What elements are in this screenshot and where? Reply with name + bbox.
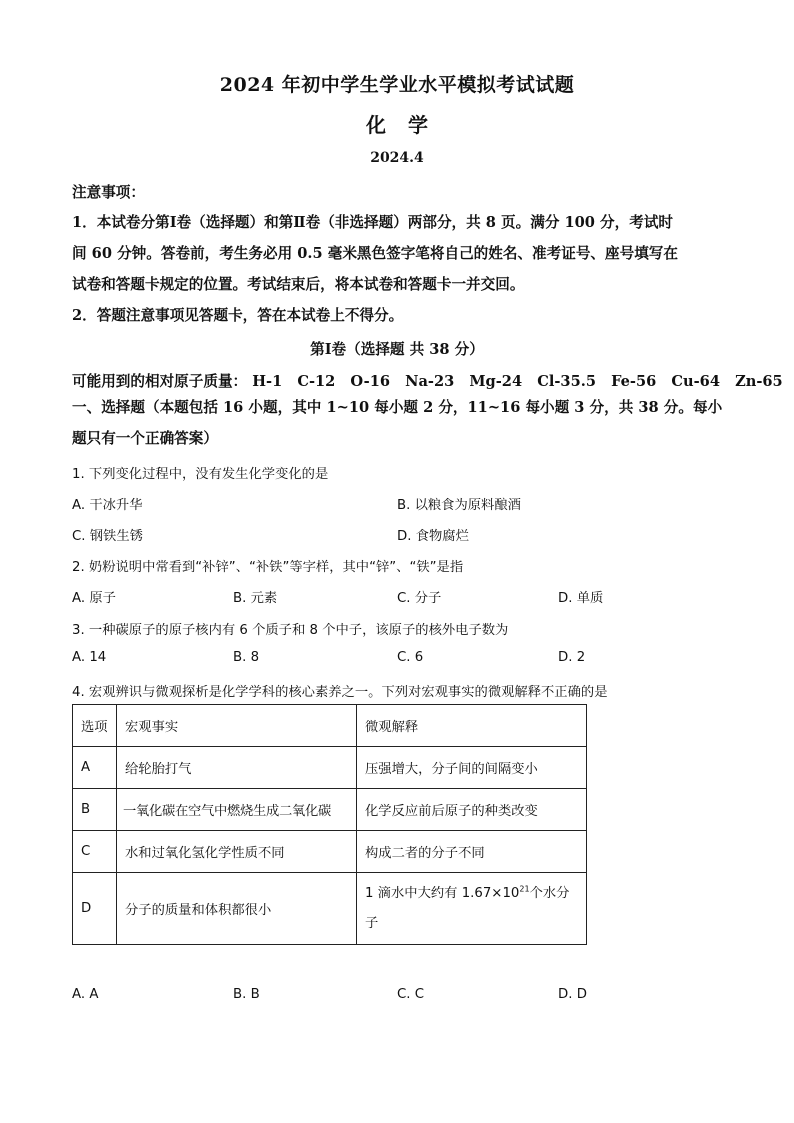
- question-4-table: [72, 704, 587, 945]
- question-3-option-d[interactable]: D. 2: [558, 650, 586, 665]
- question-2-option-c[interactable]: C. 分子: [397, 591, 442, 606]
- table-cell-fact: 分子的质量和体积都很小: [117, 873, 357, 945]
- table-cell-explanation: [357, 873, 587, 945]
- question-2-option-b[interactable]: B. 元素: [233, 591, 278, 606]
- question-4-option-a[interactable]: A. A: [72, 987, 99, 1002]
- question-3-option-a[interactable]: A. 14: [72, 650, 107, 665]
- table-cell-option: B: [73, 789, 117, 831]
- notes-item-1-line: 间 60 分钟。答卷前，考生务必用 0.5 毫米黑色签字笔将自己的姓名、准考证号、座号填写在: [72, 245, 678, 262]
- notes-item-2-text: 2．答题注意事项见答题卡，答在本试卷上不得分。: [72, 307, 404, 324]
- atomic-mass-item: H-1: [252, 373, 283, 390]
- atomic-masses: [72, 370, 793, 391]
- table-cell-fact: 给轮胎打气: [117, 747, 357, 789]
- table-row: [73, 747, 587, 789]
- table-row: [73, 831, 587, 873]
- atomic-mass-item: Cu-64: [671, 373, 720, 390]
- table-header-cell: 宏观事实: [117, 705, 357, 747]
- question-1-option-a[interactable]: A. 干冰升华: [72, 498, 143, 513]
- explanation-text: 个水分: [529, 885, 570, 901]
- atomic-mass-item: Zn-65: [735, 373, 783, 390]
- question-1-option-c[interactable]: C. 钢铁生锈: [72, 529, 143, 544]
- table-cell-explanation: 构成二者的分子不同: [357, 831, 587, 873]
- table-row: [73, 789, 587, 831]
- notes-item-1-line: 1．本试卷分第Ⅰ卷（选择题）和第Ⅱ卷（非选择题）两部分，共 8 页。满分 100 分，考试时: [72, 214, 674, 231]
- notes-item-2: [72, 300, 724, 331]
- exam-date: 2024.4: [370, 150, 424, 166]
- notes-item-1: [72, 207, 724, 300]
- question-3-stem: 3. 一种碳原子的原子核内有 6 个质子和 8 个中子，该原子的核外电子数为: [72, 623, 509, 638]
- subject-title: 化学: [366, 113, 450, 137]
- atomic-mass-item: O-16: [350, 373, 391, 390]
- question-4-option-b[interactable]: B. B: [233, 987, 260, 1002]
- question-1-option-b[interactable]: B. 以粮食为原料酿酒: [397, 498, 521, 513]
- explanation-text: 子: [365, 915, 379, 931]
- table-cell-fact: 水和过氧化氢化学性质不同: [117, 831, 357, 873]
- part-1-title-line: 题只有一个正确答案）: [72, 430, 218, 447]
- question-1-option-d[interactable]: D. 食物腐烂: [397, 529, 469, 544]
- part-1-title: [72, 392, 724, 454]
- part-1-title-line: 一、选择题（本题包括 16 小题，其中 1~10 每小题 2 分，11~16 每小题 3 分，共 38 分。每小: [72, 399, 723, 416]
- question-2-option-d[interactable]: D. 单质: [558, 591, 604, 606]
- question-4-option-d[interactable]: D. D: [558, 987, 587, 1002]
- table-header-row: [73, 705, 587, 747]
- question-3-option-b[interactable]: B. 8: [233, 650, 260, 665]
- atomic-mass-item: Na-23: [405, 373, 455, 390]
- notes-heading: 注意事项：: [72, 184, 145, 201]
- table-cell-option: A: [73, 747, 117, 789]
- notes-item-1-line: 试卷和答题卡规定的位置。考试结束后，将本试卷和答题卡一并交回。: [72, 276, 525, 293]
- atomic-mass-item: C-12: [297, 373, 336, 390]
- table-cell-fact: 一氧化碳在空气中燃烧生成二氧化碳: [117, 789, 357, 831]
- question-1-stem: 1. 下列变化过程中，没有发生化学变化的是: [72, 467, 329, 482]
- question-3-option-c[interactable]: C. 6: [397, 650, 424, 665]
- section-1-title: 第Ⅰ卷（选择题 共 38 分）: [310, 341, 484, 358]
- explanation-text: 1 滴水中大约有 1.67×10: [365, 885, 520, 901]
- atomic-mass-item: Mg-24: [469, 373, 523, 390]
- atomic-mass-item: Fe-56: [611, 373, 657, 390]
- atomic-mass-item: Cl-35.5: [537, 373, 596, 390]
- exponent: 21: [519, 884, 530, 894]
- question-2-stem: 2. 奶粉说明中常看到“补锌”、“补铁”等字样，其中“锌”、“铁”是指: [72, 560, 464, 575]
- question-4-stem: 4. 宏观辨识与微观探析是化学学科的核心素养之一。下列对宏观事实的微观解释不正确的是: [72, 685, 608, 700]
- exam-title: 2024 年初中学生学业水平模拟考试试题: [219, 74, 575, 96]
- table-header-cell: 选项: [73, 705, 117, 747]
- table-header-cell: 微观解释: [357, 705, 587, 747]
- question-2-option-a[interactable]: A. 原子: [72, 591, 116, 606]
- table-row: [73, 873, 587, 945]
- question-4-option-c[interactable]: C. C: [397, 987, 425, 1002]
- table-cell-option: D: [73, 873, 117, 945]
- atomic-mass-label: 可能用到的相对原子质量：: [72, 373, 248, 390]
- table-cell-option: C: [73, 831, 117, 873]
- table-cell-explanation: 压强增大，分子间的间隔变小: [357, 747, 587, 789]
- table-cell-explanation: 化学反应前后原子的种类改变: [357, 789, 587, 831]
